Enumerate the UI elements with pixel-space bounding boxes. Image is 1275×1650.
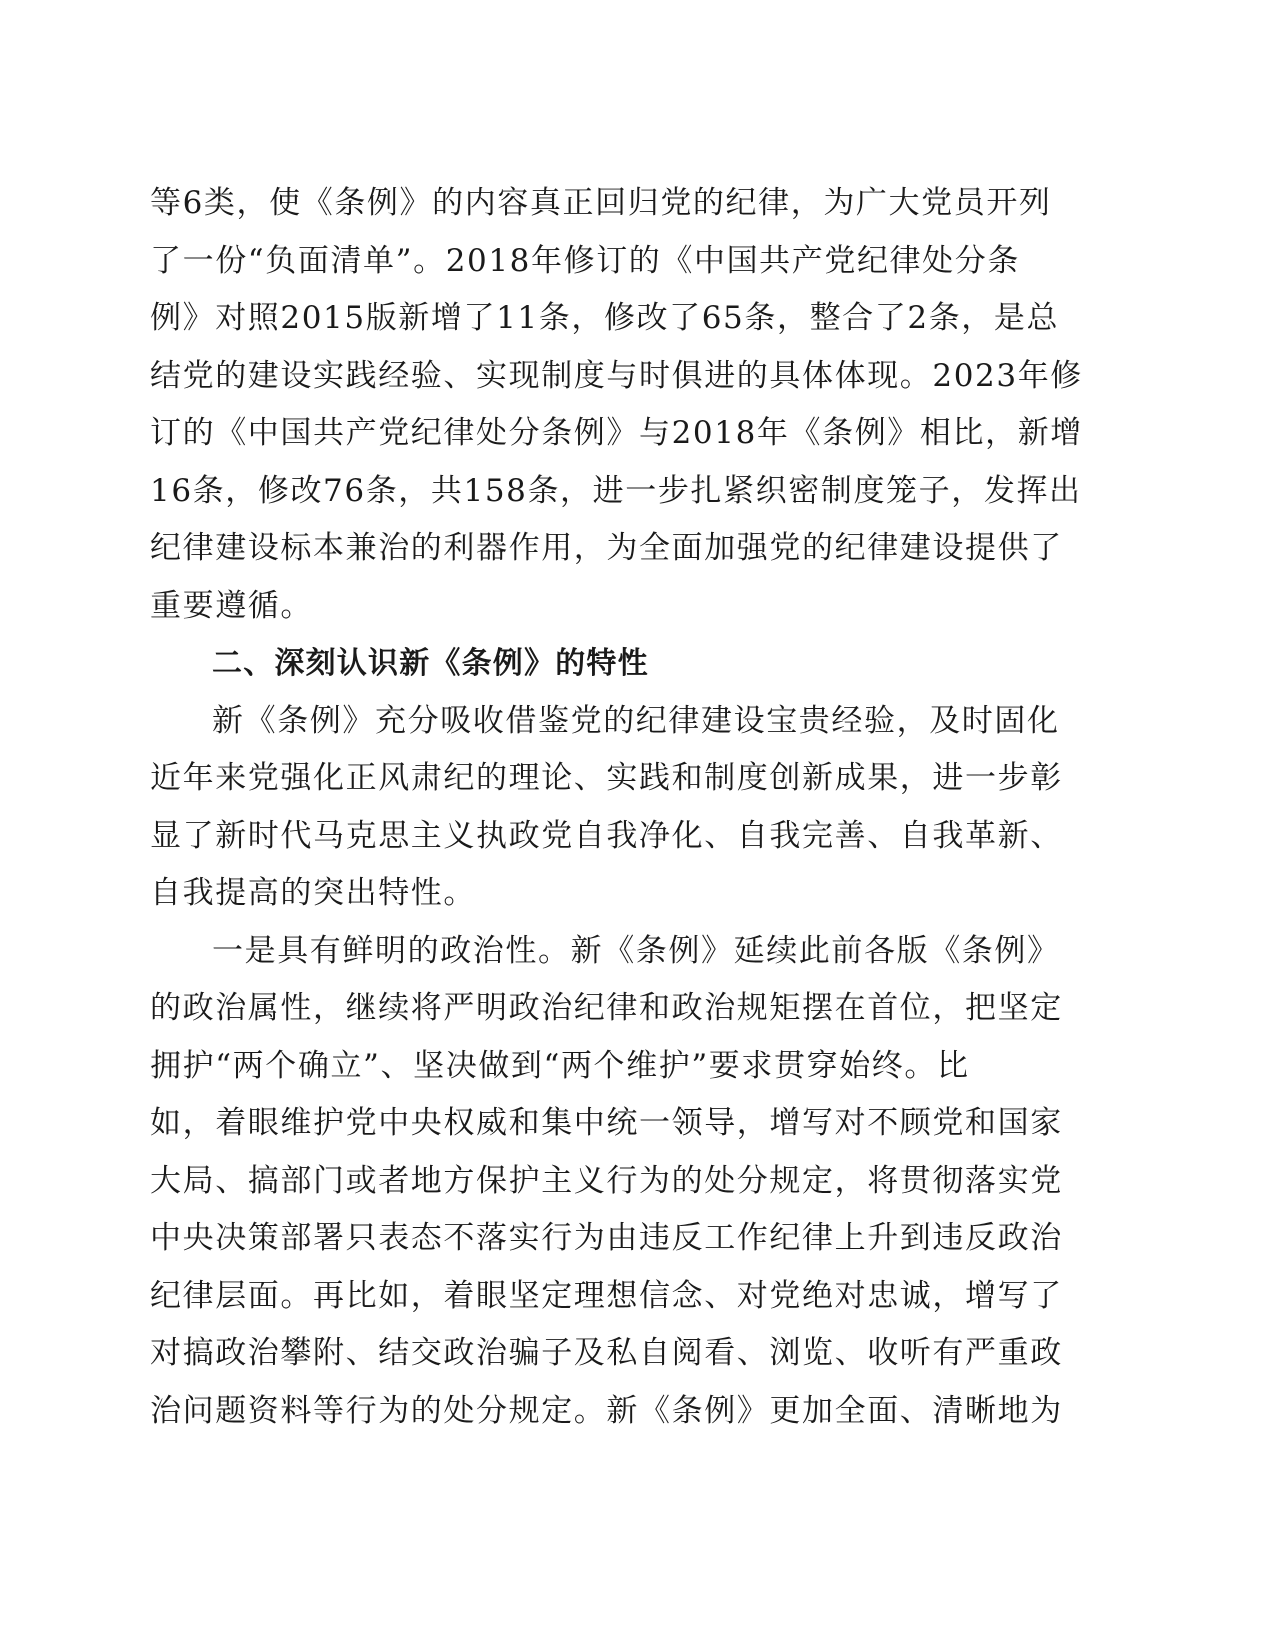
text-line: 16条，修改76条，共158条，进一步扎紧织密制度笼子，发挥出 xyxy=(150,472,1082,509)
text-line: 治问题资料等行为的处分规定。新《条例》更加全面、清晰地为 xyxy=(150,1392,1063,1429)
paragraph-revision-history xyxy=(150,175,1083,635)
text-line: 重要遵循。 xyxy=(150,587,313,624)
text-line: 等6类，使《条例》的内容真正回归党的纪律，为广大党员开列 xyxy=(150,185,1052,221)
paragraph-characteristics-intro xyxy=(150,693,1063,923)
text-line: 订的《中国共产党纪律处分条例》与2018年《条例》相比，新增 xyxy=(150,415,1083,451)
text-line: 大局、搞部门或者地方保护主义行为的处分规定，将贯彻落实党 xyxy=(150,1162,1063,1199)
document-body xyxy=(150,175,1083,1440)
text-line: 中央决策部署只表态不落实行为由违反工作纪律上升到违反政治 xyxy=(150,1220,1063,1256)
text-line: 自我提高的突出特性。 xyxy=(150,875,476,911)
paragraph-political-nature xyxy=(150,923,1063,1441)
text-line: 近年来党强化正风肃纪的理论、实践和制度创新成果，进一步彰 xyxy=(150,760,1063,796)
text-line: 显了新时代马克思主义执政党自我净化、自我完善、自我革新、 xyxy=(150,817,1063,854)
text-line: 拥护“两个确立”、坚决做到“两个维护”要求贯穿始终。比 xyxy=(150,1047,970,1084)
text-line: 一是具有鲜明的政治性。新《条例》延续此前各版《条例》 xyxy=(212,932,1060,969)
text-line: 了一份“负面清单”。2018年修订的《中国共产党纪律处分条 xyxy=(150,242,1020,279)
text-line: 的政治属性，继续将严明政治纪律和政治规矩摆在首位，把坚定 xyxy=(150,990,1063,1026)
text-line: 对搞政治攀附、结交政治骗子及私自阅看、浏览、收听有严重政 xyxy=(150,1335,1063,1371)
section-heading: 二、深刻认识新《条例》的特性 xyxy=(212,646,649,681)
text-line: 纪律层面。再比如，着眼坚定理想信念、对党绝对忠诚，增写了 xyxy=(150,1277,1063,1314)
text-line: 例》对照2015版新增了11条，修改了65条，整合了2条，是总 xyxy=(150,300,1060,336)
text-line: 纪律建设标本兼治的利器作用，为全面加强党的纪律建设提供了 xyxy=(150,530,1063,566)
text-line: 如，着眼维护党中央权威和集中统一领导，增写对不顾党和国家 xyxy=(150,1105,1063,1141)
text-line: 结党的建设实践经验、实现制度与时俱进的具体体现。2023年修 xyxy=(150,357,1083,394)
text-line: 新《条例》充分吸收借鉴党的纪律建设宝贵经验，及时固化 xyxy=(212,702,1060,739)
